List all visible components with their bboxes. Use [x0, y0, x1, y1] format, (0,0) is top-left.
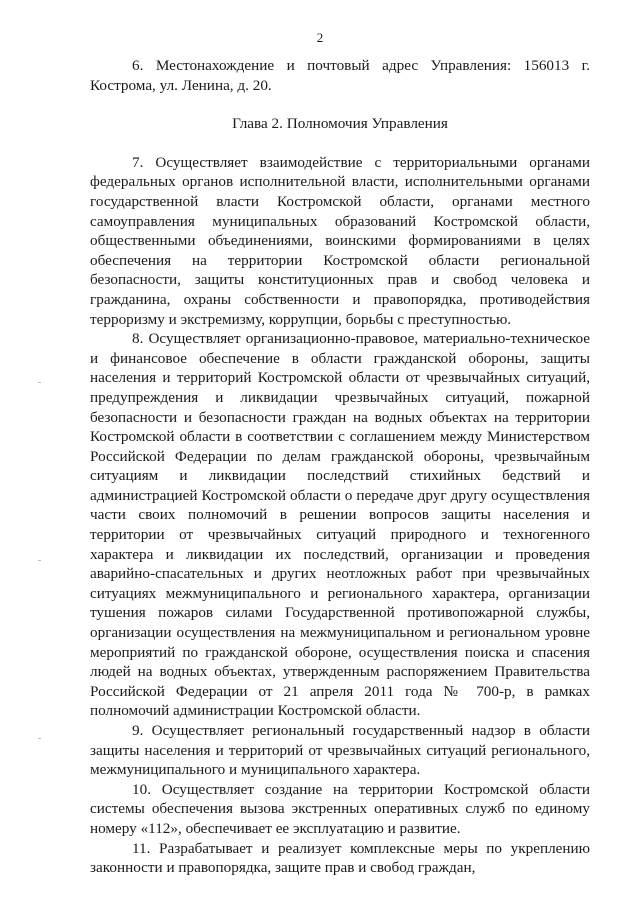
item-10-paragraph: 10. Осуществляет создание на территории Костромской области системы обеспечения вызова экстренных оперативных служб по единому номеру «112», обеспечивает ее эксплуатацию и развитие.	[90, 780, 590, 837]
item-11-paragraph: 11. Разрабатывает и реализует комплексные меры по укреплению законности и правопорядка, защите прав и свобод граждан,	[90, 839, 590, 877]
document-body	[90, 56, 590, 878]
chapter-heading: Глава 2. Полномочия Управления	[232, 115, 448, 133]
item-8-paragraph: 8. Осуществляет организационно-правовое, материально-техническое и финансовое обеспечение в области гражданской обороны, защиты населения и территорий Костромской области от чрезвычайных ситуаций, предупреждения и ликвидации чрезвычайных ситуаций, пожарной безопасности и безопасности граждан на водных объектах на территории Костромской области в соответствии с соглашением между Министерством Российской Федерации по делам гражданской обороны, чрезвычайным ситуациям и ликвидации последствий стихийных бедствий и администрацией Костромской области о передаче друг другу осуществления части своих полномочий в решении вопросов защиты населения и территории от чрезвычайных ситуаций природного и техногенного характера и ликвидации их последствий, организации и проведения аварийно-спасательных и других неотложных работ при чрезвычайных ситуациях межмуниципального и регионального характера, организации тушения пожаров силами Государственной противопожарной службы, организации осуществления на межмуниципальном и региональном уровне мероприятий по гражданской обороне, осуществления поиска и спасения людей на водных объектах, утвержденным распоряжением Правительства Российской Федерации от 21 апреля 2011 года № 700-р, в рамках полномочий администрации Костромской области.	[90, 330, 590, 720]
item-7-paragraph: 7. Осуществляет взаимодействие с территориальными органами федеральных органов исполнительной власти, исполнительными органами государственной власти Костромской области, органами местного самоуправления муниципальных образований Костромской области, общественными объединениями, воинскими формированиями в целях обеспечения на территории Костромской области региональной безопасности, защиты конституционных прав и свобод человека и гражданина, охраны собственности и правопорядка, противодействия терроризму и экстремизму, коррупции, борьбы с преступностью.	[90, 153, 590, 328]
scan-speck	[38, 560, 41, 561]
scan-speck	[38, 382, 41, 383]
page-number: 2	[316, 30, 324, 45]
item-9-paragraph: 9. Осуществляет региональный государственный надзор в области защиты населения и территорий от чрезвычайных ситуаций регионального, межмуниципального и муниципального характера.	[90, 722, 590, 779]
item-6-paragraph: 6. Местонахождение и почтовый адрес Управления: 156013 г. Кострома, ул. Ленина, д. 20.	[90, 57, 590, 94]
scan-speck	[38, 738, 41, 739]
